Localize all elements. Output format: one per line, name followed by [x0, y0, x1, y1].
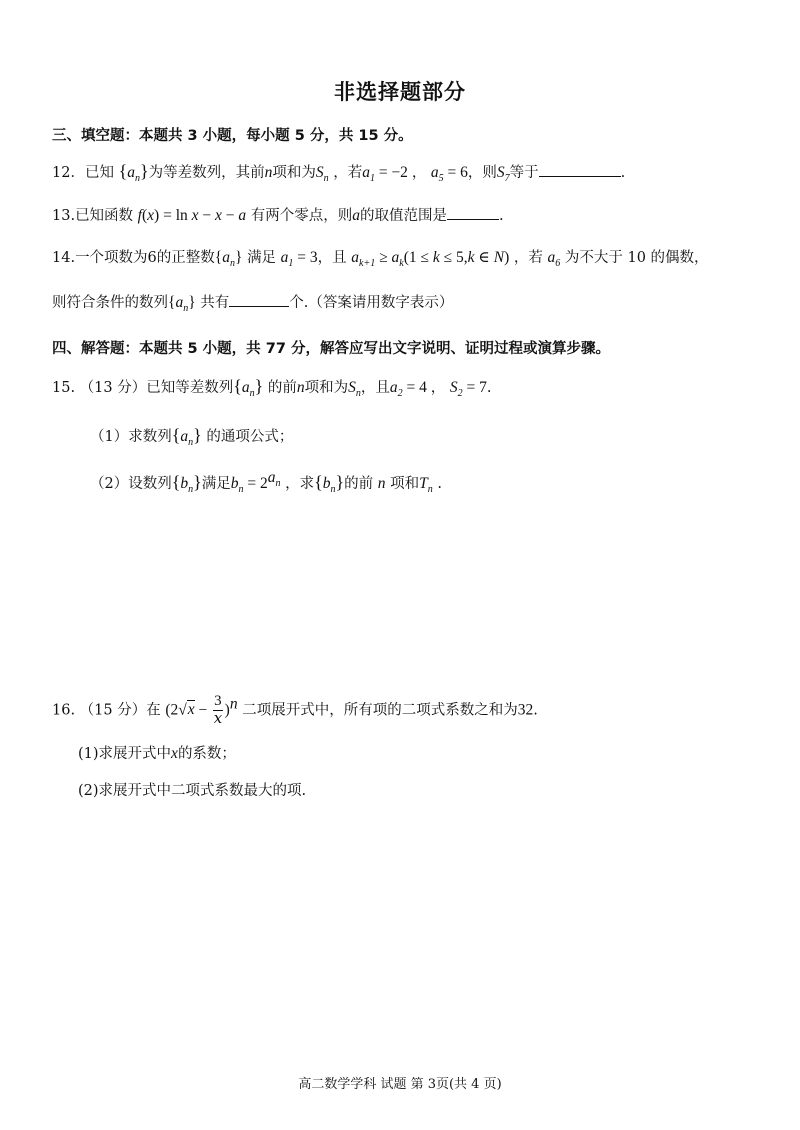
formula: √: [178, 701, 187, 719]
q12-end: .: [620, 165, 626, 181]
formula: $a_n$: [175, 294, 189, 315]
question-15-part-1: [90, 425, 293, 447]
q14-text-2: 满足: [247, 250, 277, 266]
formula: ): [504, 249, 510, 266]
section-3-heading: 三、填空题：本题共 3 小题，每小题 5 分，共 15 分。: [52, 128, 413, 144]
q14-text-1: 一个项数为6的正整数: [75, 250, 215, 266]
formula: x: [187, 207, 199, 224]
q15-part1-b: 的通项公式；: [206, 429, 294, 445]
formula: n: [377, 475, 386, 492]
q16-score: （15 分）: [79, 702, 147, 719]
q15-end: .: [486, 380, 492, 396]
formula: x: [215, 207, 222, 224]
question-14: [52, 248, 709, 268]
formula: $b_n$: [322, 475, 336, 496]
q15-part2-d: 的前: [344, 476, 374, 492]
q15-text-5: ，: [430, 380, 446, 396]
formula: }: [193, 472, 202, 492]
formula: }: [188, 294, 196, 311]
q14-line2-b: 共有: [200, 295, 230, 311]
formula: = −2: [374, 164, 412, 181]
q15-part2-c: ，求: [285, 476, 315, 492]
formula: $T_n$: [419, 475, 433, 496]
q13-text-2: 有两个零点，则: [250, 208, 353, 224]
formula: $S_2$: [449, 379, 463, 400]
q15-score: （13 分）: [79, 380, 147, 396]
formula: }: [235, 249, 243, 266]
question-16-part-2: (2)求展开式中二项式系数最大的项.: [78, 783, 307, 799]
formula: $a_1$: [280, 249, 294, 270]
q14-text-3: ，且: [317, 250, 347, 266]
q15-text-4: ，且: [360, 380, 390, 396]
page-title: 非选择题部分: [334, 80, 466, 104]
formula: {: [233, 376, 242, 396]
q16-part1-a: (1)求展开式中: [78, 746, 172, 762]
q12-text-4: ，若: [333, 165, 363, 181]
formula: (: [141, 207, 148, 224]
formula: $S_7$: [496, 164, 510, 185]
formula: x: [171, 745, 178, 762]
question-16-part-1: [78, 744, 236, 764]
q16-part1-b: 的系数；: [177, 746, 236, 762]
formula: ) = ln: [154, 207, 188, 224]
q13-text-1: 已知函数: [75, 208, 134, 224]
formula: ): [224, 701, 230, 719]
q15-text-2: 的前: [267, 380, 297, 396]
formula: {: [168, 294, 176, 311]
formula: $a_1$: [362, 164, 375, 185]
formula: $b_n$: [230, 475, 244, 496]
formula: k: [432, 249, 440, 266]
formula: }: [335, 472, 345, 492]
q16-sum: 32: [517, 701, 534, 719]
q16-number: 16.: [52, 702, 76, 719]
formula: = 7: [462, 379, 487, 396]
formula: n: [296, 379, 305, 396]
formula: −: [198, 207, 216, 224]
formula: }: [254, 376, 264, 396]
formula: an: [267, 469, 281, 490]
question-14-line-2: [52, 292, 453, 313]
formula: N: [493, 249, 505, 266]
formula: f: [137, 207, 142, 224]
q12-text-3: 项和为: [272, 165, 316, 181]
formula: −: [221, 207, 239, 224]
q14-text-5: 为不大于 10 的偶数，: [564, 250, 709, 266]
formula: = 3: [293, 249, 318, 266]
q15-text-3: 项和为: [304, 380, 349, 396]
formula: $a_{k+1}$: [351, 249, 376, 270]
formula: ∈: [474, 249, 494, 266]
formula: (2: [165, 701, 179, 719]
formula: $S_n$: [315, 164, 329, 185]
question-16: [52, 694, 538, 727]
formula: ≤ 5,: [439, 249, 468, 266]
q13-end: .: [499, 208, 504, 224]
q14-line2-c: 个.（答案请用数字表示）: [289, 295, 454, 311]
formula: (1 ≤: [403, 249, 433, 266]
formula: $a_2$: [389, 379, 403, 400]
page-footer: 高二数学学科 试题 第 3页(共 4 页): [298, 1077, 502, 1092]
section-4-heading: 四、解答题：本题共 5 小题，共 77 分，解答应写出文字说明、证明过程或演算步骤。: [52, 341, 610, 357]
q14-text-4: ，若: [513, 250, 543, 266]
formula: = 6: [443, 164, 468, 181]
q12-text-7: 等于: [509, 165, 539, 181]
formula: }: [139, 161, 149, 181]
q12-text-6: ，则: [467, 165, 497, 181]
formula: = 2: [243, 475, 268, 492]
formula: n: [264, 164, 273, 181]
answer-blank[interactable]: [539, 162, 621, 177]
formula: x: [187, 701, 195, 719]
formula: {: [118, 161, 128, 181]
q15-number: 15.: [52, 380, 76, 396]
formula: $\frac{3}{x}$: [213, 693, 223, 727]
formula: {: [214, 249, 223, 266]
question-15-part-2: [90, 469, 442, 496]
q16-text-2: 二项展开式中，所有项的二项式系数之和为: [242, 702, 518, 719]
answer-blank[interactable]: [447, 205, 499, 220]
formula: $a_5$: [430, 164, 444, 185]
question-13: [52, 205, 504, 226]
formula: $a_n$: [222, 249, 235, 270]
formula: $a_k$: [391, 249, 404, 270]
formula: x: [147, 207, 155, 224]
formula: }: [193, 425, 202, 445]
formula: = 4: [402, 379, 431, 396]
formula: k: [467, 249, 475, 266]
question-12: [52, 161, 625, 183]
formula: $a_n$: [241, 379, 255, 400]
q15-part1-a: （1）求数列: [90, 429, 172, 445]
q12-text-5: ，: [411, 165, 427, 181]
q14-line2-a: 则符合条件的数列: [52, 295, 168, 311]
q13-text-3: 的取值范围是: [360, 208, 448, 224]
q12-text-2: 为等差数列，其前: [148, 165, 265, 181]
q15-text-1: 已知等差数列: [146, 380, 234, 396]
q16-end: .: [533, 702, 538, 719]
q14-number: 14.: [52, 250, 76, 266]
formula: {: [314, 472, 323, 492]
q15-part2-end: .: [437, 476, 442, 492]
formula: $a_6$: [547, 249, 561, 270]
formula: n: [229, 695, 238, 713]
q12-number: 12．: [52, 165, 85, 181]
q16-text-1: 在: [146, 702, 161, 719]
formula: {: [171, 425, 181, 445]
formula: $S_n$: [348, 379, 361, 400]
q13-number: 13.: [52, 208, 76, 224]
formula: a: [238, 207, 247, 224]
formula: $b_n$: [180, 475, 194, 496]
question-15: [52, 376, 491, 398]
q15-part2-b: 满足: [201, 476, 231, 492]
formula: a: [352, 207, 361, 224]
q12-text-1: 已知: [84, 165, 114, 181]
formula: {: [171, 472, 181, 492]
formula: ≥: [375, 249, 392, 266]
formula: $a_n$: [127, 164, 140, 185]
formula: $a_n$: [180, 428, 194, 449]
q15-part2-a: （2）设数列: [90, 476, 172, 492]
q15-part2-e: 项和: [390, 476, 420, 492]
answer-blank[interactable]: [229, 292, 289, 307]
formula: −: [194, 701, 212, 719]
